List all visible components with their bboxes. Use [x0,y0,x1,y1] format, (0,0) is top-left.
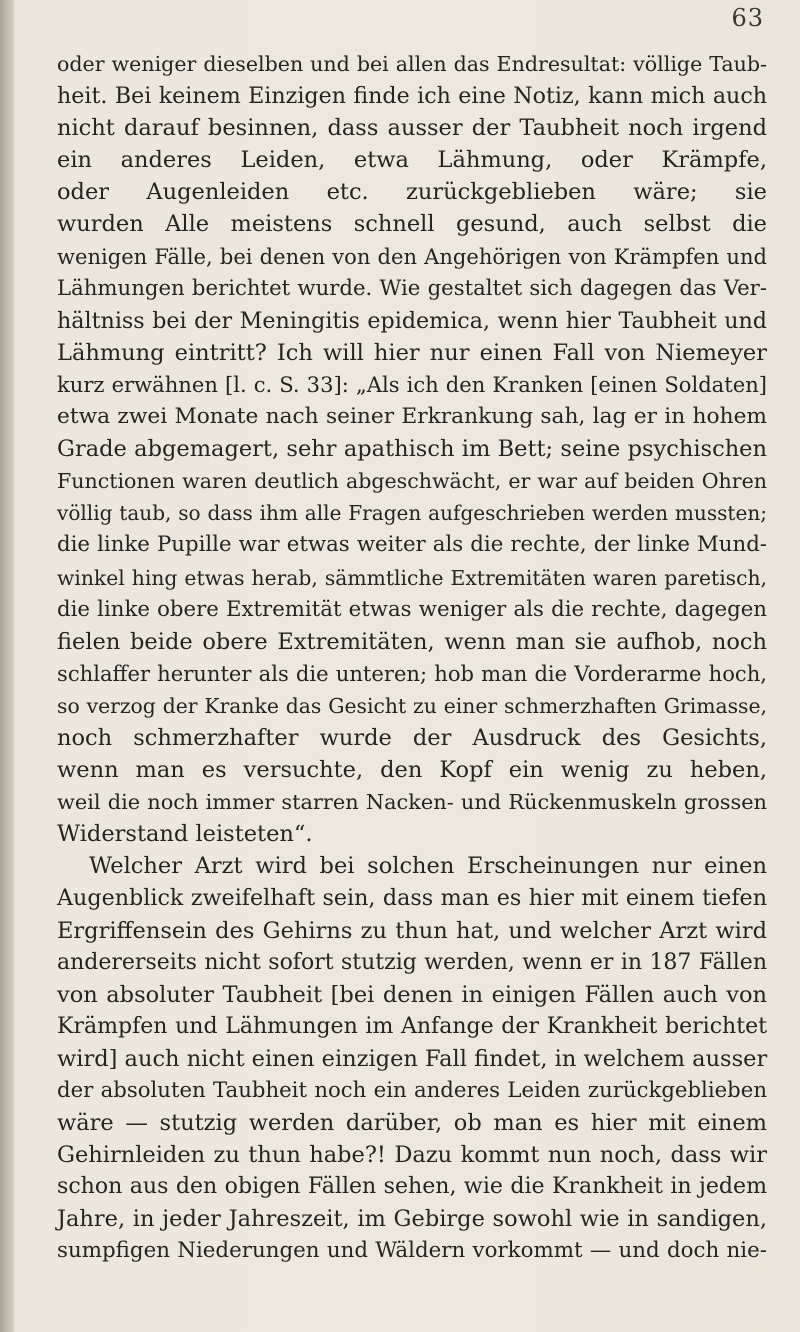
text-line: wird] auch nicht einen einzigen Fall findet, in welchem ausser [57,1045,768,1072]
text-line: andererseits nicht sofort stutzig werden, wenn er in 187 Fällen [57,949,767,975]
body-text [57,48,767,1268]
text-line: etwa zwei Monate nach seiner Erkrankung sah, lag er in hohem [57,404,767,430]
text-line: völlig taub, so dass ihm alle Fragen aufgeschrieben werden mussten; [57,501,767,526]
text-line: die linke Pupille war etwas weiter als die rechte, der linke Mund- [57,532,767,558]
text-line: kurz erwähnen [l. c. S. 33]: „Als ich den Kranken [einen Soldaten] [57,371,767,397]
text-line: wäre — stutzig werden darüber, ob man es hier mit einem [57,1110,767,1137]
text-line: winkel hing etwas herab, sämmtliche Extremitäten waren paretisch, [57,565,767,590]
spine-shadow [0,0,14,1332]
text-line: wurden Alle meistens schnell gesund, auch selbst die [57,211,767,238]
text-line: oder Augenleiden etc. zurückgeblieben wäre; sie [57,179,767,206]
text-line: Lähmung eintritt? Ich will hier nur einen Fall von Niemeyer [57,339,767,366]
text-line: noch schmerzhafter wurde der Ausdruck des Gesichts, [57,724,767,751]
text-line: der absoluten Taubheit noch ein anderes Leiden zurückgeblieben [57,1078,767,1103]
text-line: so verzog der Kranke das Gesicht zu einer schmerzhaften Grimasse, [57,693,767,718]
text-line: Widerstand leisteten“. [57,821,313,848]
text-line: Grade abgemagert, sehr apathisch im Bett; seine psychischen [57,436,767,463]
text-line: oder weniger dieselben und bei allen das Endresultat: völlige Taub- [57,52,767,76]
text-line: wenn man es versuchte, den Kopf ein wenig zu heben, [57,757,767,784]
text-line: ein anderes Leiden, etwa Lähmung, oder Krämpfe, [57,147,767,174]
text-line: nicht darauf besinnen, dass ausser der Taubheit noch irgend [57,115,767,142]
text-line: Functionen waren deutlich abgeschwächt, er war auf beiden Ohren [57,469,767,494]
text-line: hältniss bei der Meningitis epidemica, wenn hier Taubheit und [57,307,767,334]
text-line: schlaffer herunter als die unteren; hob man die Vorderarme hoch, [57,660,767,686]
text-line: heit. Bei keinem Einzigen finde ich eine Notiz, kann mich auch [57,83,767,110]
text-line: Gehirnleiden zu thun habe?! Dazu kommt nun noch, dass wir [57,1142,767,1169]
text-line: Jahre, in jeder Jahreszeit, im Gebirge sowohl wie in sandigen, [57,1206,767,1233]
text-line: sumpfigen Niederungen und Wäldern vorkommt — und doch nie- [57,1238,767,1264]
text-line: Lähmungen berichtet wurde. Wie gestaltet sich dagegen das Ver- [57,275,767,301]
page-number: 63 [731,4,764,32]
text-line: Krämpfen und Lähmungen im Anfange der Krankheit berichtet [57,1013,767,1039]
text-line: weil die noch immer starren Nacken- und Rückenmuskeln grossen [57,790,767,815]
text-line: wenigen Fälle, bei denen von den Angehörigen von Krämpfen und [57,243,767,269]
text-line: die linke obere Extremität etwas weniger als die rechte, dagegen [57,596,767,622]
text-line: Augenblick zweifelhaft sein, dass man es hier mit einem tiefen [57,885,767,912]
text-line: von absoluter Taubheit [bei denen in einigen Fällen auch von [57,981,767,1008]
text-line: schon aus den obigen Fällen sehen, wie die Krankheit in jedem [57,1174,767,1200]
text-line: fielen beide obere Extremitäten, wenn man sie aufhob, noch [57,628,767,655]
text-line: Ergriffensein des Gehirns zu thun hat, und welcher Arzt wird [57,917,767,944]
text-line: Welcher Arzt wird bei solchen Erscheinungen nur einen [89,853,767,880]
